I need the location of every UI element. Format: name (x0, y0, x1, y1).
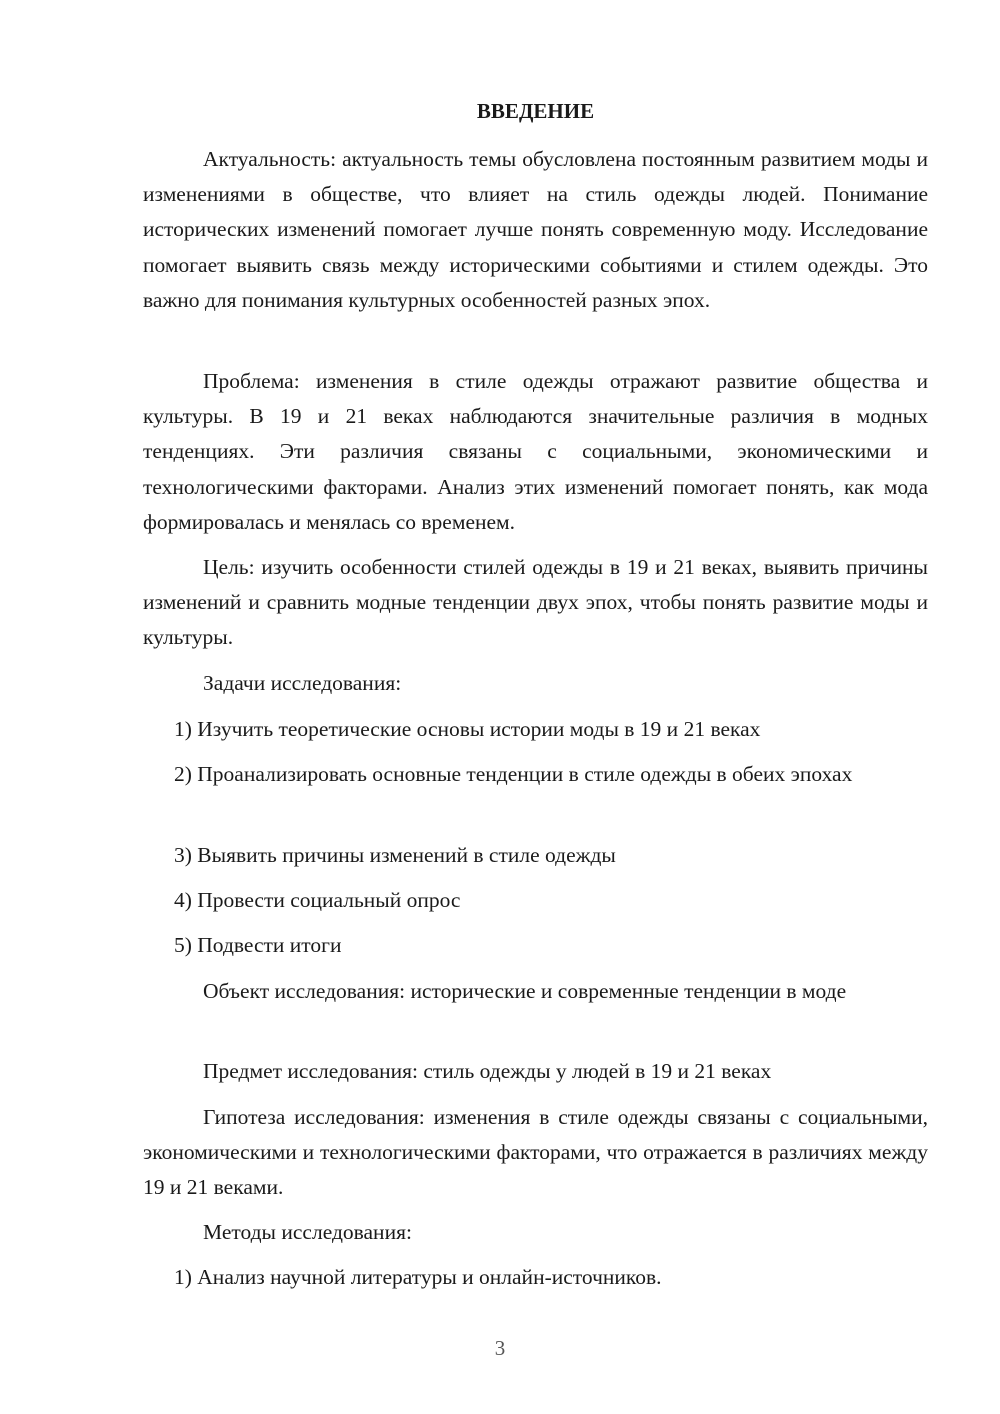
paragraph-subject: Предмет исследования: стиль одежды у людей в 19 и 21 веках (203, 1059, 772, 1083)
list-item-method-1: 1) Анализ научной литературы и онлайн-источников. (174, 1265, 662, 1289)
list-item-task-3: 3) Выявить причины изменений в стиле одежды (174, 843, 616, 867)
paragraph-tasks-title: Задачи исследования: (203, 671, 402, 695)
paragraph-methods-title: Методы исследования: (203, 1220, 412, 1244)
list-item-task-5: 5) Подвести итоги (174, 933, 342, 957)
list-item-task-1: 1) Изучить теоретические основы истории моды в 19 и 21 веках (174, 717, 761, 741)
paragraph-relevance: Актуальность: актуальность темы обусловлена постоянным развитием моды и изменениями в обществе, что влияет на стиль одежды людей. Понимание исторических изменений помогает лучше понять современную моду. Исследование помогает выявить связь между историческими событиями и стилем одежды. Это важно для понимания культурных особенностей разных эпох. (143, 147, 928, 312)
paragraph-hypothesis: Гипотеза исследования: изменения в стиле одежды связаны с социальными, экономическими и технологическими факторами, что отражается в различиях между 19 и 21 веками. (143, 1105, 928, 1200)
section-heading: ВВЕДЕНИЕ (476, 99, 595, 123)
paragraph-goal: Цель: изучить особенности стилей одежды в 19 и 21 веках, выявить причины изменений и сравнить модные тенденции двух эпох, чтобы понять развитие моды и культуры. (143, 555, 928, 650)
paragraph-object: Объект исследования: исторические и современные тенденции в моде (203, 979, 847, 1003)
list-item-task-4: 4) Провести социальный опрос (174, 888, 461, 912)
list-item-task-2: 2) Проанализировать основные тенденции в стиле одежды в обеих эпохах (174, 762, 853, 786)
page-number: 3 (494, 1336, 506, 1360)
paragraph-problem: Проблема: изменения в стиле одежды отражают развитие общества и культуры. В 19 и 21 веках наблюдаются значительные различия в модных тенденциях. Эти различия связаны с социальными, экономическими и технологическими факторами. Анализ этих изменений помогает понять, как мода формировалась и менялась со временем. (143, 369, 928, 534)
